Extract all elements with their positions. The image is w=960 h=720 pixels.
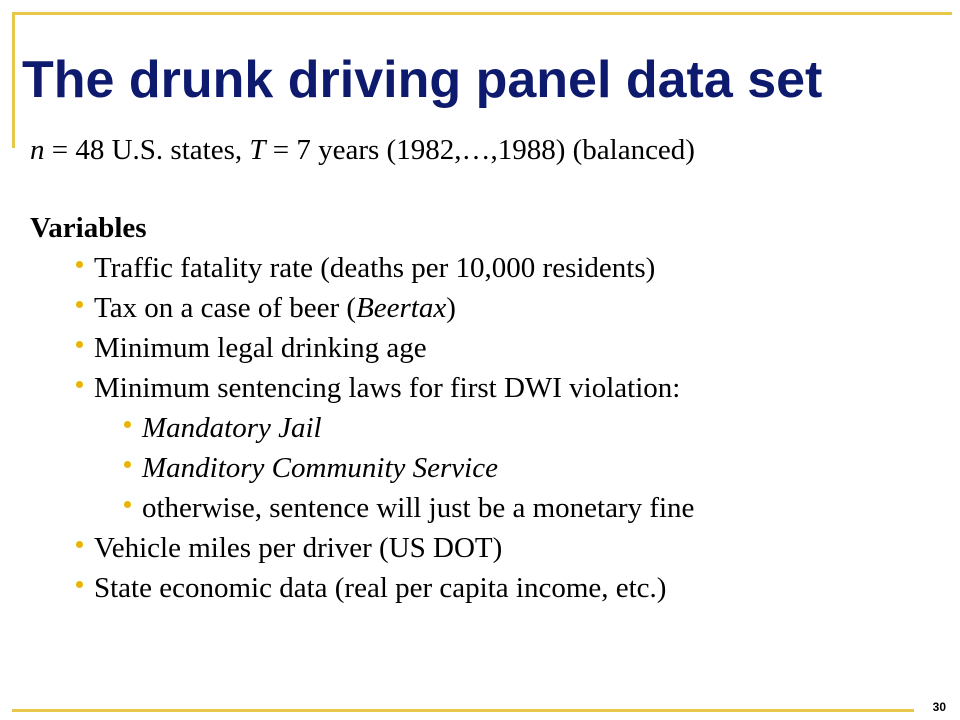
frame-left-rule <box>12 12 15 122</box>
bullet-text: Minimum legal drinking age <box>94 332 427 364</box>
bullet-dot-icon <box>76 341 83 348</box>
intro-line <box>30 132 695 168</box>
bullet-drinking-age <box>76 330 427 366</box>
frame-left-rule-lower <box>12 122 15 148</box>
bullet-vehicle-miles <box>76 530 502 566</box>
bullet-economic-data <box>76 570 666 606</box>
bullet-traffic-fatality <box>76 250 655 286</box>
bullet-text: Vehicle miles per driver (US DOT) <box>94 532 503 564</box>
bullet-dot-icon <box>76 541 83 548</box>
beertax-term: Beertax <box>356 292 447 324</box>
bullet-text: Tax on a case of beer ( <box>94 292 357 324</box>
bullet-dot-icon <box>76 301 83 308</box>
bullet-text: otherwise, sentence will just be a monetary fine <box>142 492 695 524</box>
bullet-dot-icon <box>124 501 131 508</box>
slide-title: The drunk driving panel data set <box>22 51 823 109</box>
slide-number: 30 <box>932 700 946 714</box>
subbullet-mandatory-jail <box>124 410 322 446</box>
bullet-text: State economic data (real per capita income, etc.) <box>94 572 667 604</box>
bullet-text: Traffic fatality rate (deaths per 10,000 residents) <box>94 252 656 284</box>
bullet-dot-icon <box>76 261 83 268</box>
bullet-dot-icon <box>76 581 83 588</box>
bullet-sentencing-laws <box>76 370 680 406</box>
intro-t-text: = 7 years (1982,…,1988) (balanced) <box>265 134 695 166</box>
variables-heading: Variables <box>30 212 147 244</box>
frame-top-rule <box>12 12 952 15</box>
bullet-dot-icon <box>124 421 131 428</box>
n-variable: n <box>30 134 45 166</box>
bullet-text: Manditory Community Service <box>142 452 498 484</box>
bullet-dot-icon <box>76 381 83 388</box>
bullet-text: Minimum sentencing laws for first DWI violation: <box>94 372 681 404</box>
intro-n-text: = 48 U.S. states, <box>44 134 250 166</box>
t-variable: T <box>249 134 266 166</box>
bullet-text: Mandatory Jail <box>142 412 322 444</box>
bullet-beer-tax <box>76 290 456 326</box>
frame-bottom-rule <box>12 709 914 712</box>
subbullet-monetary-fine <box>124 490 694 526</box>
subbullet-community-service <box>124 450 498 486</box>
bullet-dot-icon <box>124 461 131 468</box>
bullet-text-close: ) <box>446 292 456 324</box>
